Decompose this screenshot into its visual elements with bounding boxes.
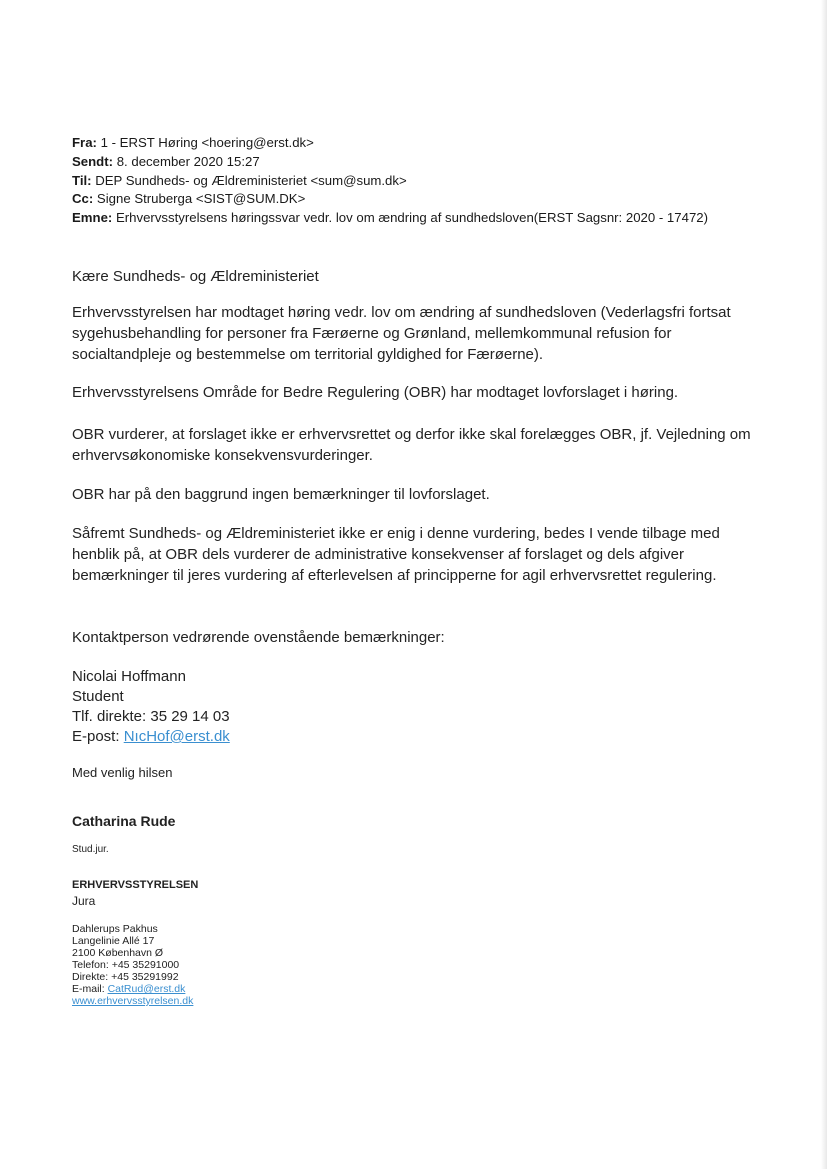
contact-email-label: E-post:: [72, 728, 120, 745]
subject-line: [72, 209, 708, 228]
subject-value: Erhvervsstyrelsens høringssvar vedr. lov om ændring af sundhedsloven(ERST Sagsnr: 2020 - 17472): [115, 210, 708, 226]
signature-title: Stud.jur.: [72, 844, 109, 855]
paragraph-3: OBR vurderer, at forslaget ikke er erhvervsrettet og derfor ikke skal forelægges OBR, jf. Vejledning om erhvervsøkonomiske konsekvensvurderinger.: [72, 426, 751, 464]
cc-value: Signe Struberga <SIST@SUM.DK>: [96, 191, 306, 207]
paragraph-4: OBR har på den baggrund ingen bemærkninger til lovforslaget.: [72, 486, 490, 503]
signature-email-label: E-mail:: [72, 983, 105, 995]
sent-value: 8. december 2020 15:27: [116, 153, 260, 169]
contact-name: Nicolai Hoffmann: [72, 668, 186, 685]
signature-address: [72, 923, 193, 1007]
greeting: Kære Sundheds- og Ældreministeriet: [72, 268, 319, 285]
to-value: DEP Sundheds- og Ældreministeriet <sum@sum.dk>: [95, 172, 407, 188]
contact-email-link[interactable]: NıcHof@erst.dk: [123, 728, 230, 745]
address-line: Telefon: +45 35291000: [72, 959, 180, 971]
paragraph-5: Såfremt Sundheds- og Ældreministeriet ikke er enig i denne vurdering, bedes I vende tilbage med henblik på, at OBR dels vurderer de administrative konsekvenser af forslaget og dels afgiver bemærkninger til jeres vurdering af efterlevelsen af principperne for agil erhvervsrettet regulering.: [72, 525, 720, 584]
address-line: Dahlerups Pakhus: [72, 923, 158, 935]
to-label: Til:: [72, 172, 92, 188]
closing: Med venlig hilsen: [72, 765, 173, 780]
cc-label: Cc:: [72, 191, 94, 207]
contact-phone: Tlf. direkte: 35 29 14 03: [72, 708, 230, 725]
contact-title: Student: [72, 688, 124, 705]
signature-dept: Jura: [72, 894, 96, 908]
address-line: Langelinie Allé 17: [72, 935, 155, 947]
signature-email-line: [72, 983, 193, 995]
paragraph-1: Erhvervsstyrelsen har modtaget høring vedr. lov om ændring af sundhedsloven (Vederlagsfri fortsat sygehusbehandling for personer fra Færøerne og Grønland, mellemkommunal refusion for socialtandpleje og bestemmelse om territorial gyldighed for Færøerne).: [72, 304, 731, 363]
address-line: Direkte: +45 35291992: [72, 971, 179, 983]
from-line: [72, 134, 708, 153]
address-line: 2100 København Ø: [72, 947, 164, 959]
paragraph-2: Erhvervsstyrelsens Område for Bedre Regulering (OBR) har modtaget lovforslaget i høring.: [72, 384, 679, 401]
sent-label: Sendt:: [72, 153, 114, 169]
contact-email-line: [72, 727, 762, 747]
email-header: [72, 134, 708, 228]
contact-block: [72, 667, 762, 747]
website-link[interactable]: www.erhvervsstyrelsen.dk: [72, 995, 194, 1007]
subject-label: Emne:: [72, 210, 113, 226]
signature-name: Catharina Rude: [72, 813, 176, 829]
signature-email-link[interactable]: CatRud@erst.dk: [107, 983, 186, 995]
from-value: 1 - ERST Høring <hoering@erst.dk>: [100, 135, 314, 150]
cc-line: [72, 190, 708, 209]
sent-line: [72, 153, 708, 172]
paragraph-6: Kontaktperson vedrørende ovenstående bemærkninger:: [72, 629, 445, 646]
signature-org: ERHVERVSSTYRELSEN: [72, 879, 199, 891]
from-label: Fra:: [72, 135, 97, 150]
scan-edge: [821, 0, 827, 1169]
to-line: [72, 172, 708, 191]
